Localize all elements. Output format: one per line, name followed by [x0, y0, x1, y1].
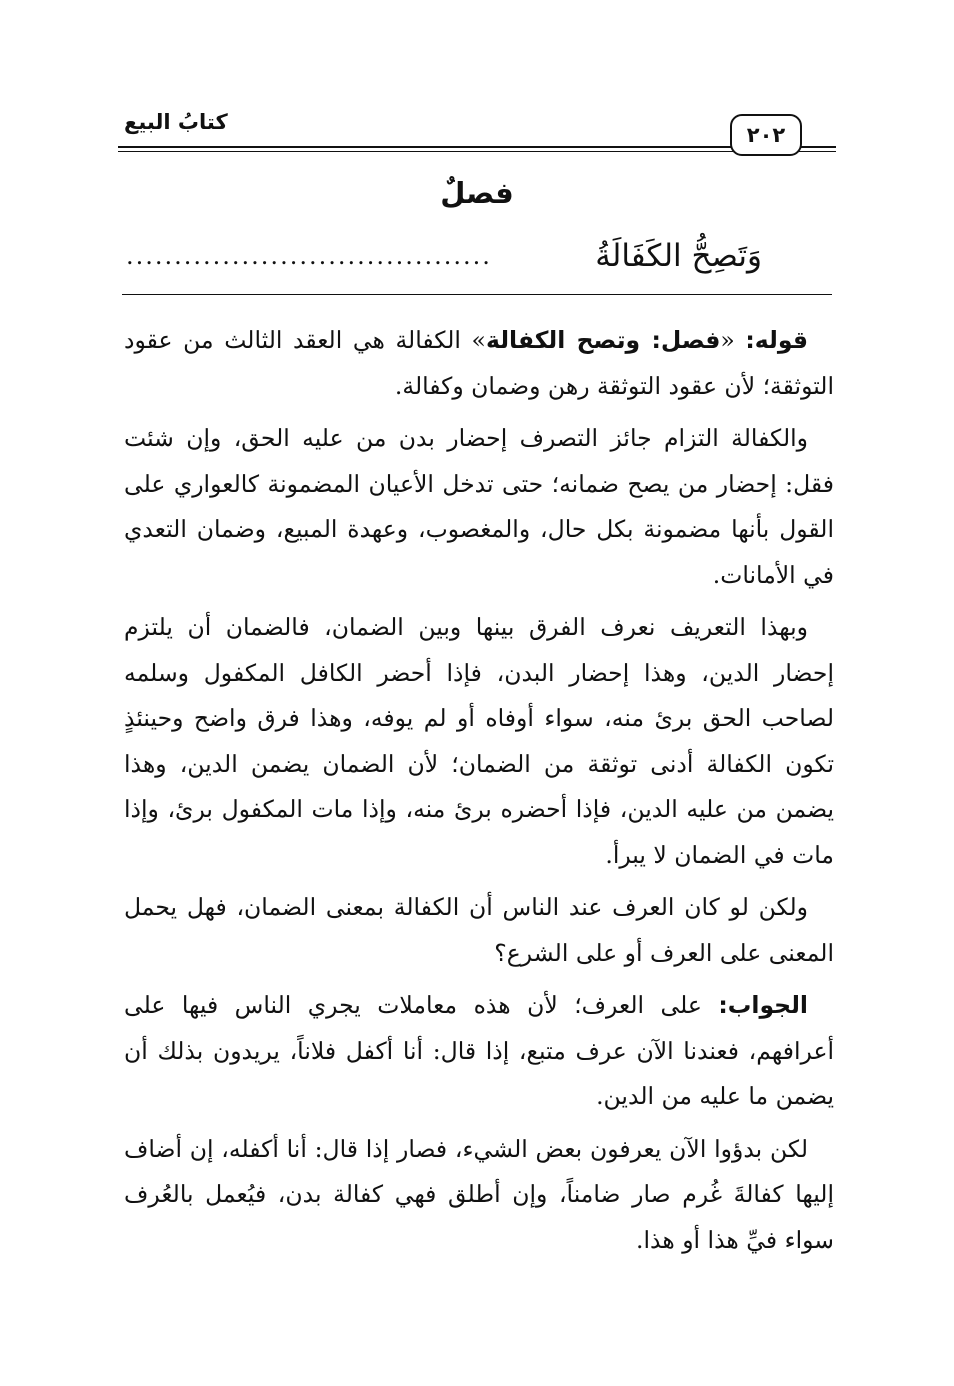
matn-dots: ......................................	[126, 242, 492, 270]
paragraph	[124, 983, 834, 1120]
paragraph-text: لكن بدؤوا الآن يعرفون بعض الشيء، فصار إذا قال: أنا أكفله، إن أضاف إليها كفالةَ غُرم صار ضامناً، وإن أطلق فهي كفالة بدن، فيُعمل بالعُرف سواء فيِّ هذا أو هذا.	[124, 1134, 834, 1254]
paragraph-text: على العرف؛ لأن هذه معاملات يجري الناس فيها على أعرافهم، فعندنا الآن عرف متبع، إذا قال: أنا أكفل فلاناً، يريدون بذلك أن يضمن ما عليه من الدين.	[124, 991, 834, 1110]
page-number: ٢٠٢	[730, 114, 802, 156]
paragraph	[124, 416, 834, 598]
header-rule	[118, 146, 836, 148]
commentary-body	[124, 318, 834, 1270]
paragraph	[124, 885, 834, 976]
paragraph-text: والكفالة التزام جائز التصرف إحضار بدن من عليه الحق، وإن شئت فقل: إحضار من يصح ضمانه؛ حتى تدخل الأعيان المضمونة كالعواري على القول بأنها مضمونة بكل حال، والمغصوب، وعهدة المبيع، وضمان التعدي في الأمانات.	[124, 424, 834, 589]
section-title: فصلٌ	[440, 176, 514, 210]
answer-lead: الجواب:	[718, 991, 808, 1019]
matn-text: وَتَصِحُّ الكَفَالَةُ	[595, 238, 762, 274]
header-rule-thin	[118, 151, 836, 152]
quote-open: «	[720, 326, 746, 354]
matn-quote: فصل: وتصح الكفالة	[485, 326, 721, 354]
book-title: كتابُ البيع	[120, 110, 232, 134]
paragraph-text: ولكن لو كان العرف عند الناس أن الكفالة بمعنى الضمان، فهل يحمل المعنى على العرف أو على الشرع؟	[124, 893, 834, 967]
paragraph	[124, 318, 834, 409]
running-header	[118, 108, 836, 158]
matn-line	[118, 238, 836, 288]
paragraph-lead: قوله:	[745, 326, 808, 354]
matn-separator	[122, 294, 832, 295]
paragraph-text: الكفالة هي العقد الثالث من عقود التوثقة؛ لأن عقود التوثقة رهن وضمان وكفالة.	[124, 326, 834, 400]
quote-close: »	[460, 326, 486, 354]
paragraph	[124, 605, 834, 878]
paragraph-text: وبهذا التعريف نعرف الفرق بينها وبين الضمان، فالضمان أن يلتزم إحضار الدين، وهذا إحضار البدن، فإذا أحضر الكافل المكفول وسلمه لصاحب الحق برئ منه، سواء أوفاه أو لم يوفه، وهذا فرق واضح وحينئذٍ تكون الكفالة أدنى توثقة من الضمان؛ لأن الضمان يضمن الدين، وهذا يضمن من عليه الدين، فإذا أحضره برئ منه، وإذا مات المكفول برئ، وإذا مات في الضمان لا يبرأ.	[124, 613, 834, 869]
paragraph	[124, 1127, 834, 1264]
